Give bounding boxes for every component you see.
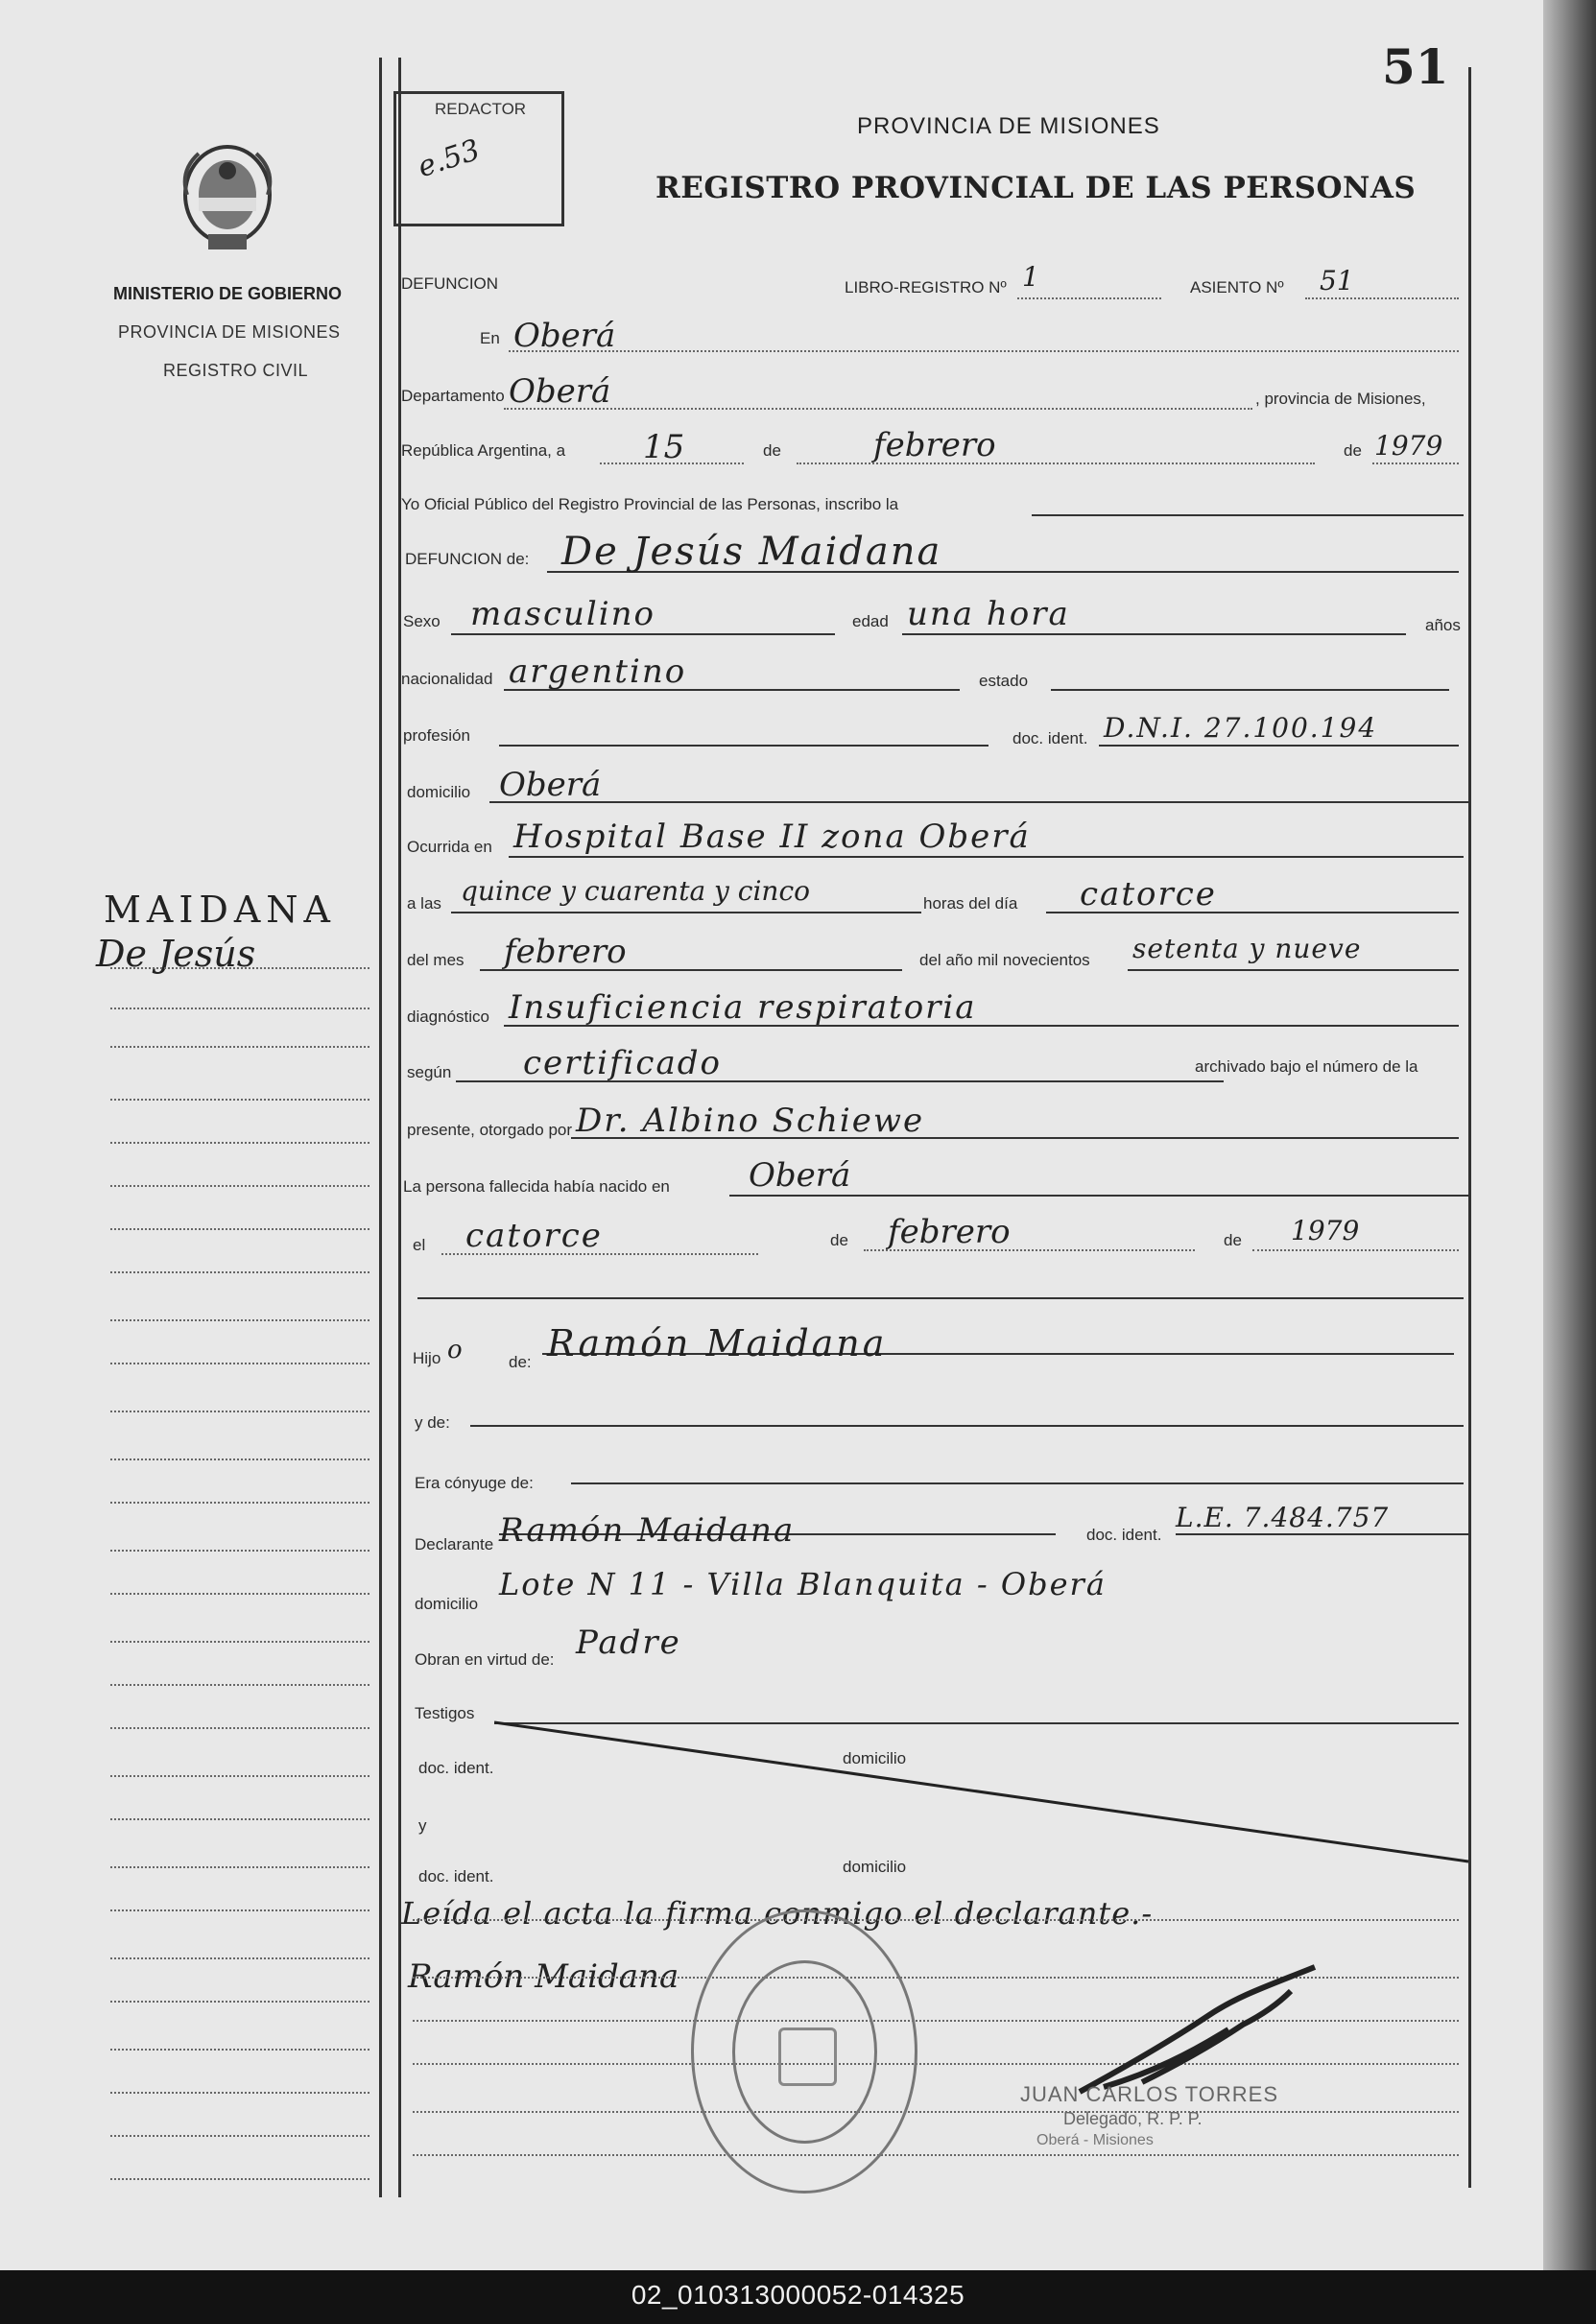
ocurrida-value: Hospital Base II zona Oberá	[513, 818, 1031, 856]
decl-domicilio-value: Lote N 11 - Villa Blanquita - Oberá	[499, 1566, 1107, 1602]
header-province: PROVINCIA DE MISIONES	[857, 113, 1160, 139]
conyuge-label: Era cónyuge de:	[415, 1474, 534, 1492]
departamento-label: Departamento	[401, 387, 505, 405]
el-label: el	[413, 1236, 426, 1254]
t2-domicilio-label: domicilio	[843, 1858, 907, 1876]
domicilio-value: Oberá	[499, 766, 602, 804]
profesion-label: profesión	[403, 726, 470, 745]
testigos-label: Testigos	[415, 1704, 475, 1722]
cancel-diagonal-line	[494, 1718, 1473, 1871]
doc-ident-value: D.N.I. 27.100.194	[1104, 712, 1378, 744]
officer-name: JUAN CARLOS TORRES	[1020, 2082, 1279, 2106]
en-value: Oberá	[513, 317, 616, 355]
dia-value: catorce	[1080, 875, 1217, 913]
departamento-value: Oberá	[509, 372, 611, 411]
margin-note-name: De Jesús	[96, 933, 256, 975]
official-round-seal	[691, 1909, 917, 2194]
obran-label: Obran en virtud de:	[415, 1650, 555, 1669]
hijo-value: Ramón Maidana	[547, 1322, 888, 1364]
redactor-box	[393, 91, 564, 226]
month-value: febrero	[873, 426, 996, 464]
doc-ident-label: doc. ident.	[1012, 729, 1088, 747]
del-ano-label: del año mil novecientos	[919, 951, 1090, 969]
anos-label: años	[1425, 616, 1461, 634]
nacionalidad-value: argentino	[509, 652, 687, 691]
horas-label: horas del día	[923, 894, 1018, 913]
archivado-label: archivado bajo el número de la	[1195, 1057, 1418, 1076]
closing-text: Leída el acta la firma conmigo el declarante.-	[401, 1895, 1154, 1932]
el-de2-label: de	[1224, 1231, 1242, 1249]
t-doc-label: doc. ident.	[418, 1759, 494, 1777]
segun-label: según	[407, 1063, 452, 1081]
officer-title: Delegado, R. P. P.	[1063, 2109, 1203, 2128]
presente-value: Dr. Albino Schiewe	[576, 1102, 925, 1140]
a-las-value: quince y cuarenta y cinco	[461, 875, 810, 907]
declarante-label: Declarante	[415, 1535, 494, 1553]
nacido-value: Oberá	[749, 1156, 851, 1195]
page-number: 51	[1382, 38, 1449, 95]
margin-note-surname: MAIDANA	[104, 889, 336, 931]
nacionalidad-label: nacionalidad	[401, 670, 493, 688]
day-value: 15	[643, 428, 685, 466]
presente-label: presente, otorgado por	[407, 1121, 573, 1139]
ano-value: setenta y nueve	[1132, 933, 1362, 964]
declarant-signature: Ramón Maidana	[408, 1957, 679, 1996]
y-label: y	[418, 1816, 427, 1835]
sexo-label: Sexo	[403, 612, 441, 630]
defuncion-label: DEFUNCION	[401, 274, 499, 293]
hijo-de-label: de:	[509, 1353, 532, 1371]
el-day-value: catorce	[465, 1217, 603, 1255]
de-year-label: de	[1344, 441, 1362, 460]
decl-doc-value: L.E. 7.484.757	[1176, 1502, 1390, 1533]
el-de-label: de	[830, 1231, 848, 1249]
estado-label: estado	[979, 672, 1029, 690]
coat-of-arms-emblem	[179, 142, 275, 252]
defuncion-de-label: DEFUNCION de:	[405, 550, 530, 568]
ministry-office: REGISTRO CIVIL	[163, 361, 309, 380]
redactor-mark: e.53	[414, 132, 485, 185]
decl-doc-label: doc. ident.	[1086, 1526, 1162, 1544]
diagnostico-label: diagnóstico	[407, 1008, 490, 1026]
provincia-suffix: , provincia de Misiones,	[1255, 390, 1426, 408]
asiento-label: ASIENTO Nº	[1190, 278, 1284, 296]
a-las-label: a las	[407, 894, 441, 913]
asiento-value: 51	[1320, 265, 1354, 296]
decl-domicilio-label: domicilio	[415, 1595, 479, 1613]
hijo-label: Hijo	[413, 1349, 441, 1367]
redactor-label: REDACTOR	[435, 100, 527, 118]
officer-signature	[1075, 1957, 1324, 2101]
margin-rule-inner	[398, 58, 401, 2197]
defuncion-de-value: De Jesús Maidana	[561, 530, 942, 574]
margin-rule-left	[379, 58, 382, 2197]
segun-value: certificado	[523, 1044, 722, 1082]
republica-label: República Argentina, a	[401, 441, 566, 460]
edad-label: edad	[852, 612, 889, 630]
hijo-suffix-o: o	[447, 1336, 463, 1364]
ministry-title: MINISTERIO DE GOBIERNO	[113, 284, 343, 303]
nacido-label: La persona fallecida había nacido en	[403, 1177, 670, 1196]
mes-value: febrero	[504, 933, 627, 971]
libro-value: 1	[1022, 261, 1039, 293]
ministry-province: PROVINCIA DE MISIONES	[118, 322, 341, 342]
sexo-value: masculino	[470, 595, 656, 633]
yo-oficial-text: Yo Oficial Público del Registro Provincial de las Personas, inscribo la	[401, 495, 899, 513]
de-label: de	[763, 441, 781, 460]
ocurrida-label: Ocurrida en	[407, 838, 492, 856]
del-mes-label: del mes	[407, 951, 465, 969]
obran-value: Padre	[576, 1624, 681, 1662]
domicilio-label: domicilio	[407, 783, 471, 801]
el-year-value: 1979	[1291, 1215, 1360, 1246]
libro-label: LIBRO-REGISTRO Nº	[845, 278, 1007, 296]
en-label: En	[480, 329, 500, 347]
edad-value: una hora	[907, 595, 1070, 633]
header-title: REGISTRO PROVINCIAL DE LAS PERSONAS	[655, 171, 1417, 205]
t2-doc-label: doc. ident.	[418, 1867, 494, 1885]
y-de-label: y de:	[415, 1413, 450, 1432]
diagnostico-value: Insuficiencia respiratoria	[509, 988, 977, 1027]
declarante-value: Ramón Maidana	[499, 1511, 796, 1550]
el-month-value: febrero	[888, 1213, 1011, 1251]
officer-place: Oberá - Misiones	[1036, 2132, 1154, 2148]
footer-id: 02_010313000052-014325	[631, 2280, 965, 2310]
book-edge	[1543, 0, 1596, 2274]
year-value: 1979	[1374, 430, 1443, 462]
t-domicilio-label: domicilio	[843, 1749, 907, 1767]
